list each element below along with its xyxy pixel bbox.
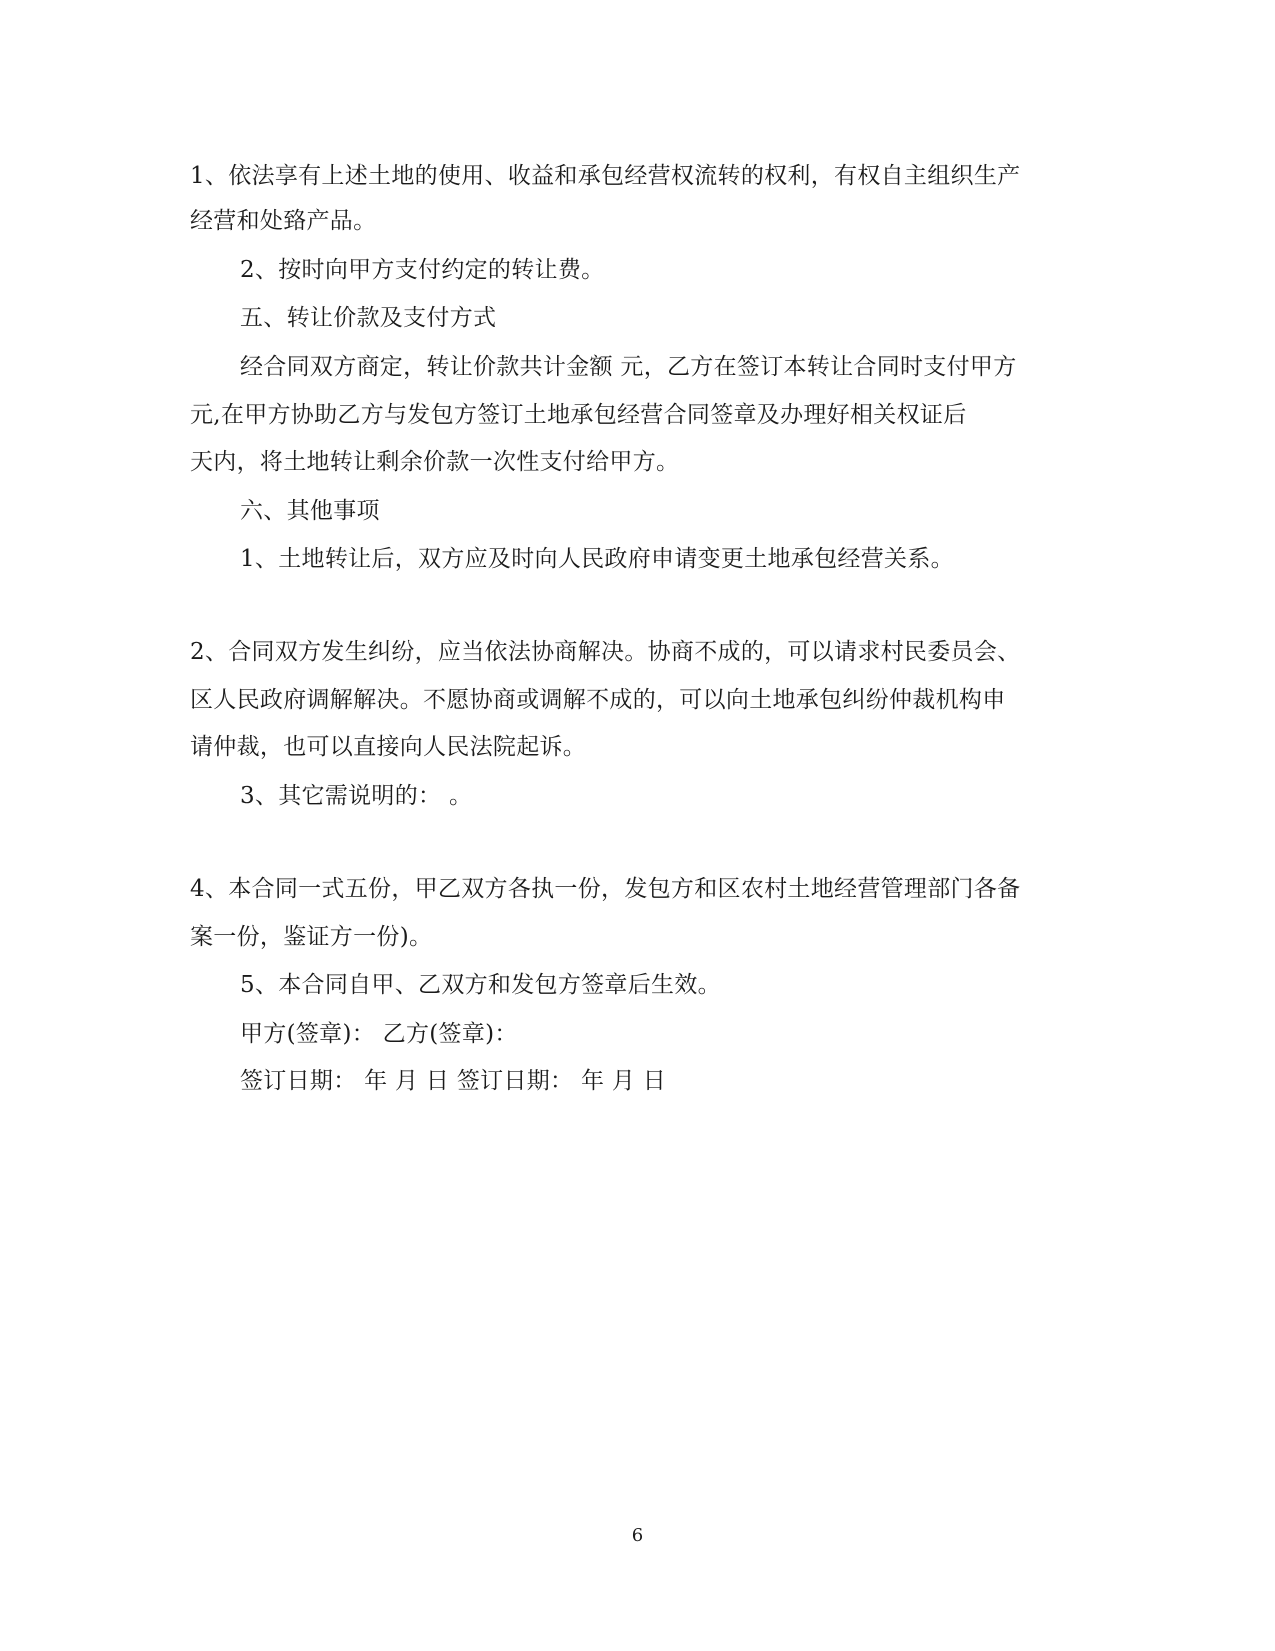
other-clause-5: 5、本合同自甲、乙双方和发包方签章后生效。 — [240, 972, 721, 998]
price-paragraph-line-3: 天内，将土地转让剩余价款一次性支付给甲方。 — [190, 449, 680, 475]
page-number: 6 — [631, 1525, 644, 1546]
clause-2: 2、按时向甲方支付约定的转让费。 — [240, 257, 605, 283]
section-5-heading: 五、转让价款及支付方式 — [240, 305, 497, 331]
other-clause-4-line-1: 4、本合同一式五份，甲乙双方各执一份，发包方和区农村土地经营管理部门各备 — [190, 876, 1021, 902]
price-paragraph-line-1: 经合同双方商定，转让价款共计金额 元，乙方在签订本转让合同时支付甲方 — [240, 354, 1017, 380]
clause-1-line-2: 经营和处臵产品。 — [190, 208, 377, 234]
other-clause-4-line-2: 案一份，鉴证方一份)。 — [190, 924, 433, 950]
other-clause-3: 3、其它需说明的： 。 — [240, 783, 473, 809]
signing-date-line: 签订日期： 年 月 日 签订日期： 年 月 日 — [240, 1068, 667, 1094]
section-6-heading: 六、其他事项 — [240, 498, 380, 524]
other-clause-1: 1、土地转让后，双方应及时向人民政府申请变更土地承包经营关系。 — [240, 546, 954, 572]
other-clause-2-line-1: 2、合同双方发生纠纷，应当依法协商解决。协商不成的，可以请求村民委员会、 — [190, 639, 1021, 665]
other-clause-2-line-2: 区人民政府调解解决。不愿协商或调解不成的，可以向土地承包纠纷仲裁机构申 — [190, 687, 1006, 713]
price-paragraph-line-2: 元,在甲方协助乙方与发包方签订土地承包经营合同签章及办理好相关权证后 — [190, 402, 967, 428]
signature-line: 甲方(签章)： 乙方(签章)： — [240, 1021, 518, 1047]
clause-1-line-1: 1、依法享有上述土地的使用、收益和承包经营权流转的权利，有权自主组织生产 — [190, 163, 1021, 189]
other-clause-2-line-3: 请仲裁，也可以直接向人民法院起诉。 — [190, 734, 587, 760]
